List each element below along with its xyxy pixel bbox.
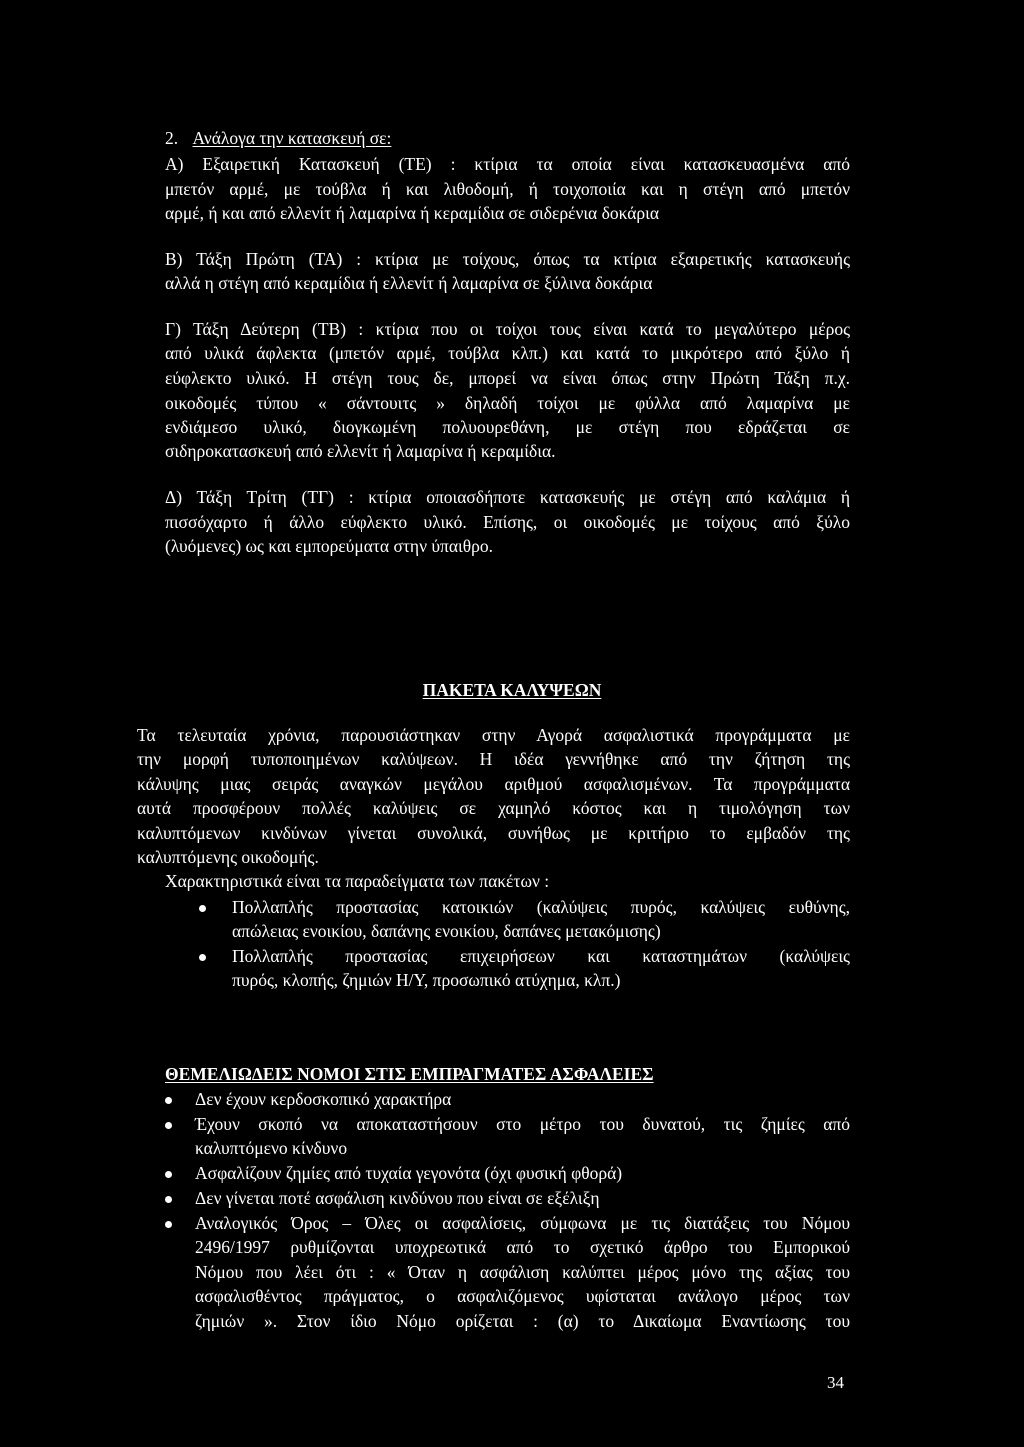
package-bullet-line: Πολλαπλής προστασίας επιχειρήσεων και καταστημάτων (καλύψεις [232,946,850,966]
bullet-icon [165,1171,172,1178]
paragraph-b-line: Β) Τάξη Πρώτη (ΤΑ) : κτίρια με τοίχους, όπως τα κτίρια εξαιρετικής κατασκευής [165,249,850,269]
paragraph-d-line: πισσόχαρτο ή άλλο εύφλεκτο υλικό. Επίσης, οι οικοδομές με τοίχους από ξύλο [165,512,850,532]
paragraph-g-line: οικοδομές τύπου « σάντουιτς » δηλαδή τοίχοι με φύλλα από λαμαρίνα με [165,393,850,413]
paragraph-a-line: Α) Εξαιρετική Κατασκευή (ΤΕ) : κτίρια τα οποία είναι κατασκευασμένα από [165,154,850,174]
law-bullet-line: Δεν έχουν κερδοσκοπικό χαρακτήρα [195,1089,452,1109]
paragraph-g-line: ενδιάμεσο υλικό, διογκωμένη πολυουρεθάνη, με στέγη που εδράζεται σε [165,417,850,437]
paragraph-g-line: σιδηροκατασκευή από ελλενίτ ή λαμαρίνα ή κεραμίδια. [165,441,556,461]
paragraph-a-line: μπετόν αρμέ, με τούβλα ή και λιθοδομή, ή τοιχοποιία και η στέγη από μπετόν [165,179,850,199]
package-bullet-line: απώλειας ενοικίου, δαπάνης ενοικίου, δαπάνες μετακόμισης) [232,921,661,941]
packages-paragraph-line: αυτά προσφέρουν πολλές καλύψεις σε χαμηλό κόστος και η τιμολόγηση των [137,798,850,818]
packages-title: ΠΑΚΕΤΑ ΚΑΛΥΨΕΩΝ [422,680,602,700]
law-bullet-line: Ασφαλίζουν ζημίες από τυχαία γεγονότα (όχι φυσική φθορά) [195,1163,623,1183]
package-bullet-line: πυρός, κλοπής, ζημιών Η/Υ, προσωπικό ατύχημα, κλπ.) [232,970,621,990]
paragraph-g-line: Γ) Τάξη Δεύτερη (ΤΒ) : κτίρια που οι τοίχοι τους είναι κατά το μεγαλύτερο μέρος [165,319,850,339]
packages-intro: Χαρακτηριστικά είναι τα παραδείγματα των πακέτων : [165,871,550,891]
law-bullet-line: ασφαλισθέντος πράγματος, ο ασφαλιζόμενος υφίσταται ανάλογο μέρος των [195,1286,850,1306]
packages-paragraph-line: καλυπτόμενων κινδύνων γίνεται συνολικά, συνήθως με κριτήριο το εμβαδόν της [137,823,850,843]
packages-paragraph-line: καλυπτόμενης οικοδομής. [137,847,319,867]
law-bullet-line: 2496/1997 ρυθμίζονται υποχρεωτικά από το σχετικό άρθρο του Εμπορικού [195,1237,850,1257]
paragraph-b-line: αλλά η στέγη από κεραμίδια ή ελλενίτ ή λαμαρίνα σε ξύλινα δοκάρια [165,273,653,293]
bullet-icon [199,905,206,912]
bullet-icon [165,1097,172,1104]
bullet-icon [199,954,206,961]
page-number: 34 [827,1373,844,1392]
bullet-icon [165,1122,172,1129]
paragraph-g-line: από υλικά άφλεκτα (μπετόν αρμέ, τούβλα κλπ.) και κατά το μικρότερο από ξύλο ή [165,343,850,363]
paragraph-d-line: (λυόμενες) ως και εμπορεύματα στην ύπαιθρο. [165,536,493,556]
packages-paragraph-line: Τα τελευταία χρόνια, παρουσιάστηκαν στην Αγορά ασφαλιστικά προγράμματα με [137,725,850,745]
paragraph-a-line: αρμέ, ή και από ελλενίτ ή λαμαρίνα ή κεραμίδια σε σιδερένια δοκάρια [165,203,660,223]
bullet-icon [165,1196,172,1203]
law-bullet-line: Δεν γίνεται ποτέ ασφάλιση κινδύνου που είναι σε εξέλιξη [195,1188,600,1208]
law-bullet-line: ζημιών ». Στον ίδιο Νόμο ορίζεται : (α) το Δικαίωμα Εναντίωσης του [195,1311,850,1331]
laws-title: ΘΕΜΕΛΙΩΔΕΙΣ ΝΟΜΟΙ ΣΤΙΣ ΕΜΠΡΑΓΜΑΤΕΣ ΑΣΦΑΛΕΙΕΣ [165,1064,654,1084]
law-bullet-line: καλυπτόμενο κίνδυνο [195,1138,348,1158]
law-bullet-line: Έχουν σκοπό να αποκαταστήσουν στο μέτρο του δυνατού, τις ζημίες από [195,1114,850,1134]
packages-paragraph-line: κάλυψης μιας σειράς αναγκών μεγάλου αριθμού ασφαλισμένων. Τα προγράμματα [137,774,850,794]
section-title: Ανάλογα την κατασκευή σε: [192,128,392,148]
section-heading [165,127,391,149]
paragraph-d-line: Δ) Τάξη Τρίτη (ΤΓ) : κτίρια οποιασδήποτε κατασκευής με στέγη από καλάμια ή [165,487,850,507]
bullet-icon [165,1221,172,1228]
paragraph-g-line: εύφλεκτο υλικό. Η στέγη τους δε, μπορεί να είναι όπως στην Πρώτη Τάξη π.χ. [165,368,850,388]
law-bullet-line: Αναλογικός Όρος – Όλες οι ασφαλίσεις, σύμφωνα με τις διατάξεις του Νόμου [195,1213,850,1233]
section-number: 2. [165,128,179,148]
law-bullet-line: Νόμου που λέει ότι : « Όταν η ασφάλιση καλύπτει μέρος μόνο της αξίας του [195,1262,850,1282]
package-bullet-line: Πολλαπλής προστασίας κατοικιών (καλύψεις πυρός, καλύψεις ευθύνης, [232,897,850,917]
packages-paragraph-line: την μορφή τυποποιημένων καλύψεων. Η ιδέα γεννήθηκε από την ζήτηση της [137,749,850,769]
